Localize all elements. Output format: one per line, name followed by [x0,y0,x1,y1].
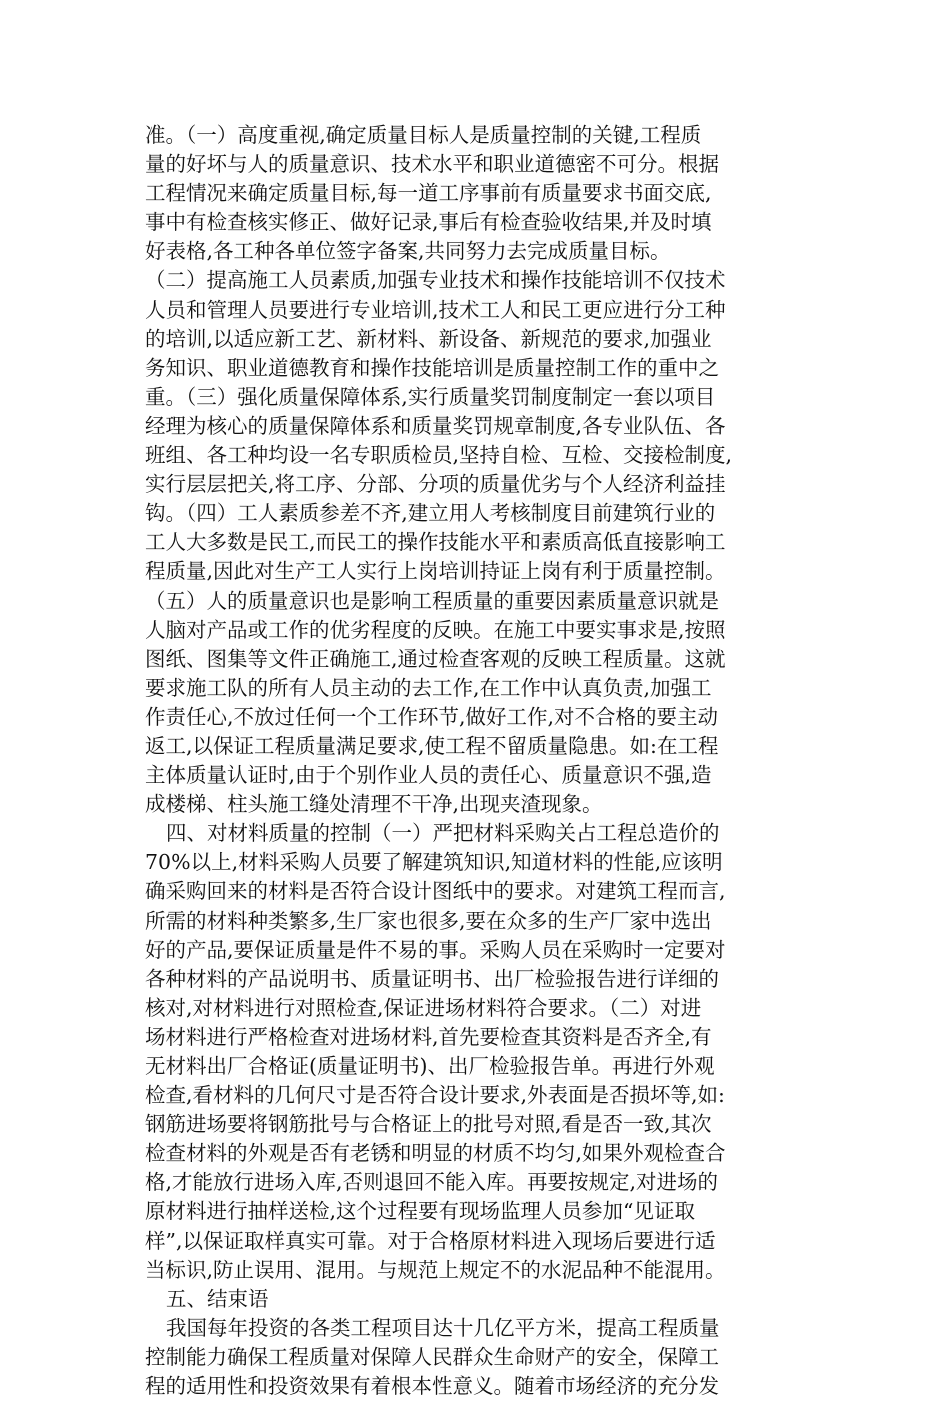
body-text [145,121,825,1401]
text-line: 钩。（四）工人素质参差不齐,建立用人考核制度目前建筑行业的 [145,501,716,526]
text-line: 核对,对材料进行对照检查,保证进场材料符合要求。（二）对进 [145,995,702,1020]
text-line: （五）人的质量意识也是影响工程质量的重要因素质量意识就是 [145,588,719,613]
text-line: 70%以上,材料采购人员要了解建筑知识,知道材料的性能,应该明 [145,850,723,875]
text-line: 经理为核心的质量保障体系和质量奖罚规章制度,各专业队伍、各 [145,413,726,438]
section-heading: 四、对材料质量的控制（一）严把材料采购关占工程总造价的 [166,821,720,846]
text-line: 程质量,因此对生产工人实行上岗培训持证上岗有利于质量控制。 [145,559,726,584]
text-line: 量的好坏与人的质量意识、技术水平和职业道德密不可分。根据 [145,152,719,177]
text-line: 程的适用性和投资效果有着根本性意义。随着市场经济的充分发 [145,1374,719,1399]
section-heading: 五、结束语 [166,1286,269,1311]
text-line: 无材料出厂合格证(质量证明书)、出厂检验报告单。再进行外观 [145,1054,715,1078]
text-line: 重。（三）强化质量保障体系,实行质量奖罚制度制定一套以项目 [145,384,716,409]
text-line: 事中有检查核实修正、做好记录,事后有检查验收结果,并及时填 [145,210,712,235]
text-line: 样”,以保证取样真实可靠。对于合格原材料进入现场后要进行适 [145,1228,716,1253]
text-line: 班组、各工种均设一名专职质检员,坚持自检、互检、交接检制度, [145,443,733,468]
text-line: 当标识,防止误用、混用。与规范上规定不的水泥品种不能混用。 [145,1257,726,1282]
text-line: 人员和管理人员要进行专业培训,技术工人和民工更应进行分工种 [145,297,726,322]
text-line: 实行层层把关,将工序、分部、分项的质量优劣与个人经济利益挂 [145,472,726,497]
text-line: 图纸、图集等文件正确施工,通过检查客观的反映工程质量。这就 [145,646,726,671]
text-line: 工程情况来确定质量目标,每一道工序事前有质量要求书面交底, [145,181,712,206]
text-line: 人脑对产品或工作的优劣程度的反映。在施工中要实事求是,按照 [145,617,726,642]
text-line: 检查,看材料的几何尺寸是否符合设计要求,外表面是否损坏等,如: [145,1083,725,1108]
text-line: 钢筋进场要将钢筋批号与合格证上的批号对照,看是否一致,其次 [145,1112,712,1137]
text-line: 场材料进行严格检查对进场材料,首先要检查其资料是否齐全,有 [145,1024,712,1049]
text-line: 成楼梯、柱头施工缝处清理不干净,出现夹渣现象。 [145,792,603,817]
text-line: 务知识、职业道德教育和操作技能培训是质量控制工作的重中之 [145,355,719,380]
text-line: 检查材料的外观是否有老锈和明显的材质不均匀,如果外观检查合 [145,1141,726,1166]
text-line: 所需的材料种类繁多,生厂家也很多,要在众多的生产厂家中选出 [145,908,712,933]
text-line: 主体质量认证时,由于个别作业人员的责任心、质量意识不强,造 [145,763,712,788]
text-line: 返工,以保证工程质量满足要求,使工程不留质量隐患。如:在工程 [145,733,719,758]
text-line: 确采购回来的材料是否符合设计图纸中的要求。对建筑工程而言, [145,879,726,904]
text-line: 工人大多数是民工,而民工的操作技能水平和素质高低直接影响工 [145,530,726,555]
text-line: 作责任心,不放过任何一个工作环节,做好工作,对不合格的要主动 [145,704,719,729]
text-line: （二）提高施工人员素质,加强专业技术和操作技能培训不仅技术 [145,268,726,293]
text-line: 好的产品,要保证质量是件不易的事。采购人员在采购时一定要对 [145,937,726,962]
text-line: 准。（一）高度重视,确定质量目标人是质量控制的关键,工程质 [145,123,702,147]
text-line: 好表格,各工种各单位签字备案,共同努力去完成质量目标。 [145,239,671,264]
text-line: 我国每年投资的各类工程项目达十几亿平方米，提高工程质量 [166,1315,720,1340]
text-line: 原材料进行抽样送检,这个过程要有现场监理人员参加“见证取 [145,1199,695,1224]
text-line: 控制能力确保工程质量对保障人民群众生命财产的安全，保障工 [145,1344,719,1369]
text-line: 的培训,以适应新工艺、新材料、新设备、新规范的要求,加强业 [145,326,712,351]
text-line: 各种材料的产品说明书、质量证明书、出厂检验报告进行详细的 [145,966,719,991]
text-line: 格,才能放行进场入库,否则退回不能入库。再要按规定,对进场的 [145,1170,719,1195]
text-line: 要求施工队的所有人员主动的去工作,在工作中认真负责,加强工 [145,675,712,700]
